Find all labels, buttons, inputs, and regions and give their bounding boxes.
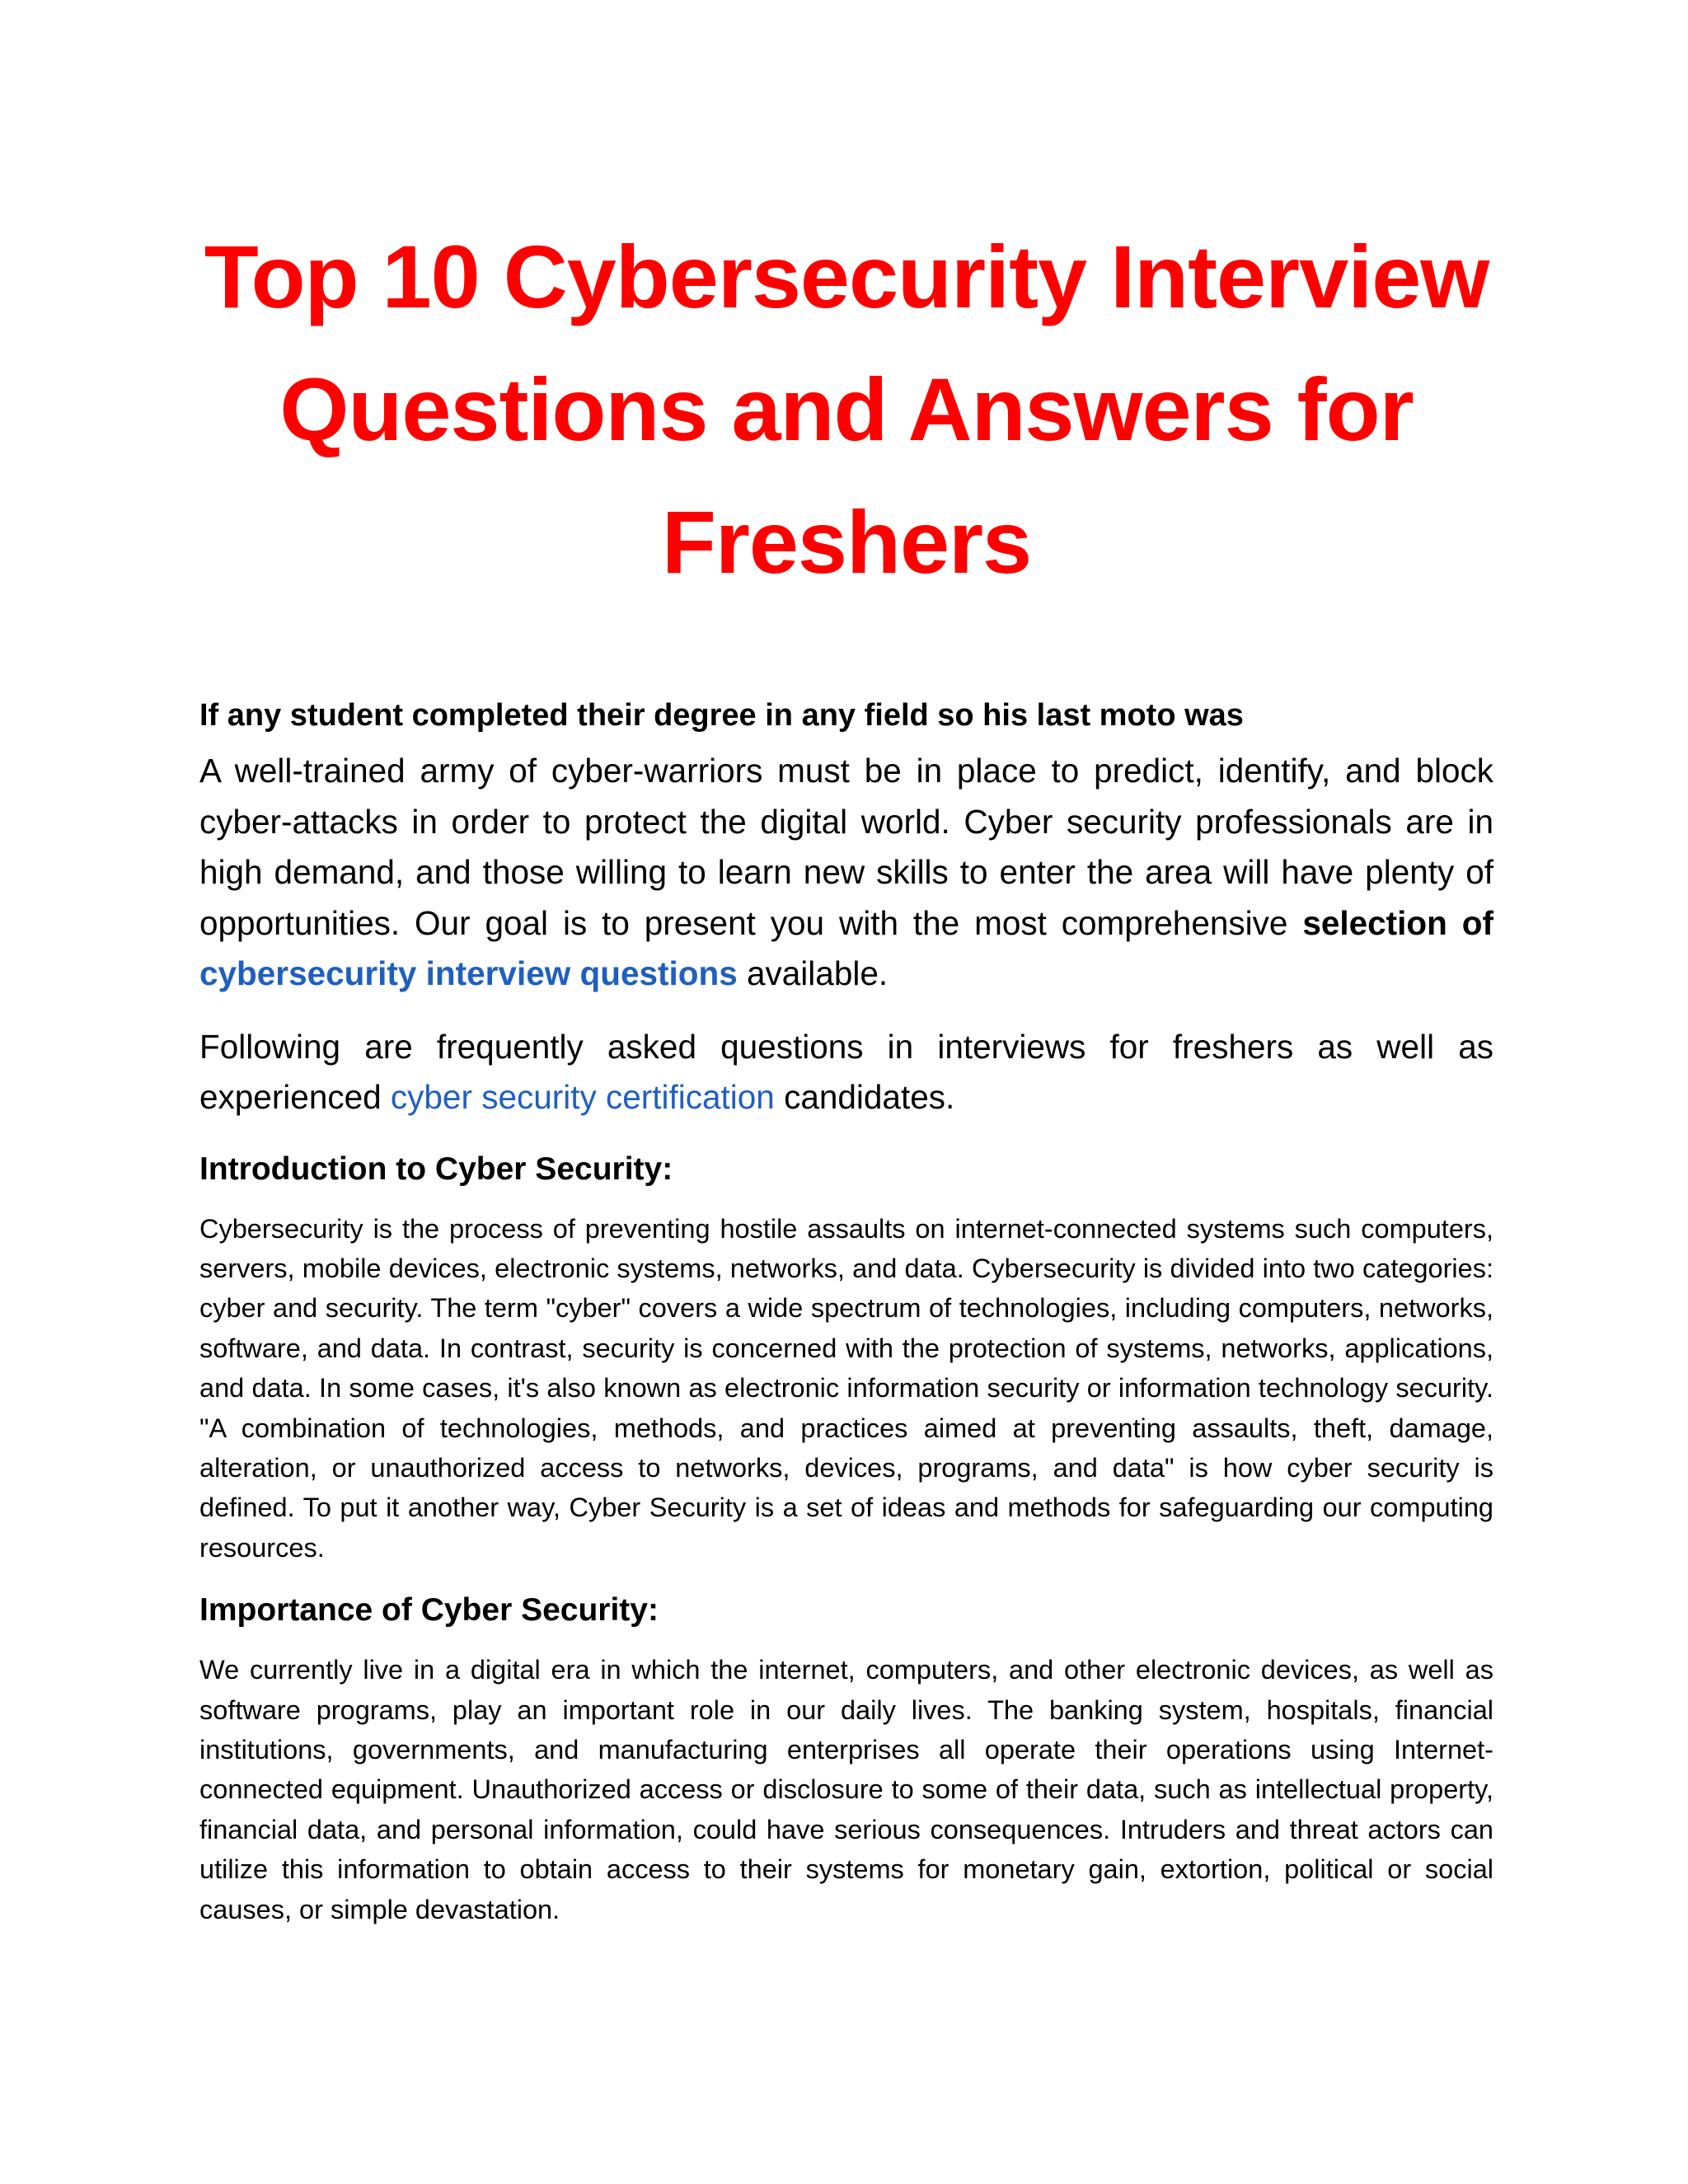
- section-body-importance: We currently live in a digital era in which the internet, computers, and other electronic devices, as well as software programs, play an important role in our daily lives. The banking system, hospitals, financial institutions, governments, and manufacturing enterprises all operate their operations using Internet-connected equipment. Unauthorized access or disclosure to some of their data, such as intellectual property, financial data, and personal information, could have serious consequences. Intruders and threat actors can utilize this information to obtain access to their systems for monetary gain, extortion, political or social causes, or simple devastation.: [199, 1655, 1493, 1924]
- followup-text: Following are frequently asked questions in interviews for freshers as well as experienced: [199, 1027, 1493, 1116]
- lead-statement: If any student completed their degree in any field so his last moto was: [199, 698, 1244, 733]
- intro-bold-phrase: selection of: [1302, 903, 1494, 942]
- document-page: [199, 210, 1493, 1929]
- title-line-2: Questions and Answers for: [279, 359, 1414, 459]
- interview-questions-link[interactable]: cybersecurity interview questions: [199, 954, 738, 992]
- certification-link[interactable]: cyber security certification: [390, 1078, 775, 1116]
- title-line-1: Top 10 Cybersecurity Interview: [204, 227, 1489, 326]
- intro-paragraph: [199, 746, 1493, 1000]
- section-heading-introduction: Introduction to Cyber Security:: [199, 1151, 673, 1187]
- followup-tail: candidates.: [774, 1078, 955, 1116]
- section-body-introduction: Cybersecurity is the process of preventing hostile assaults on internet-connected systems such computers, servers, mobile devices, electronic systems, networks, and data. Cybersecurity is divided into two categories: cyber and security. The term "cyber" covers a wide spectrum of technologies, including computers, networks, software, and data. In contrast, security is concerned with the protection of systems, networks, applications, and data. In some cases, it's also known as electronic information security or information technology security. "A combination of technologies, methods, and practices aimed at preventing assaults, theft, damage, alteration, or unauthorized access to networks, devices, programs, and data" is how cyber security is defined. To put it another way, Cyber Security is a set of ideas and methods for safeguarding our computing resources.: [199, 1213, 1493, 1563]
- title-line-3: Freshers: [661, 492, 1032, 592]
- document-title: [199, 210, 1493, 608]
- followup-paragraph: [199, 1022, 1493, 1123]
- section-heading-importance: Importance of Cyber Security:: [199, 1592, 659, 1629]
- intro-tail: available.: [737, 954, 889, 992]
- intro-text: A well-trained army of cyber-warriors must be in place to predict, identify, and block cyber-attacks in order to protect the digital world. Cyber security professionals are in high demand, and those willing to learn new skills to enter the area will have plenty of opportunities. Our goal is to present you with the most comprehensive: [199, 752, 1493, 942]
